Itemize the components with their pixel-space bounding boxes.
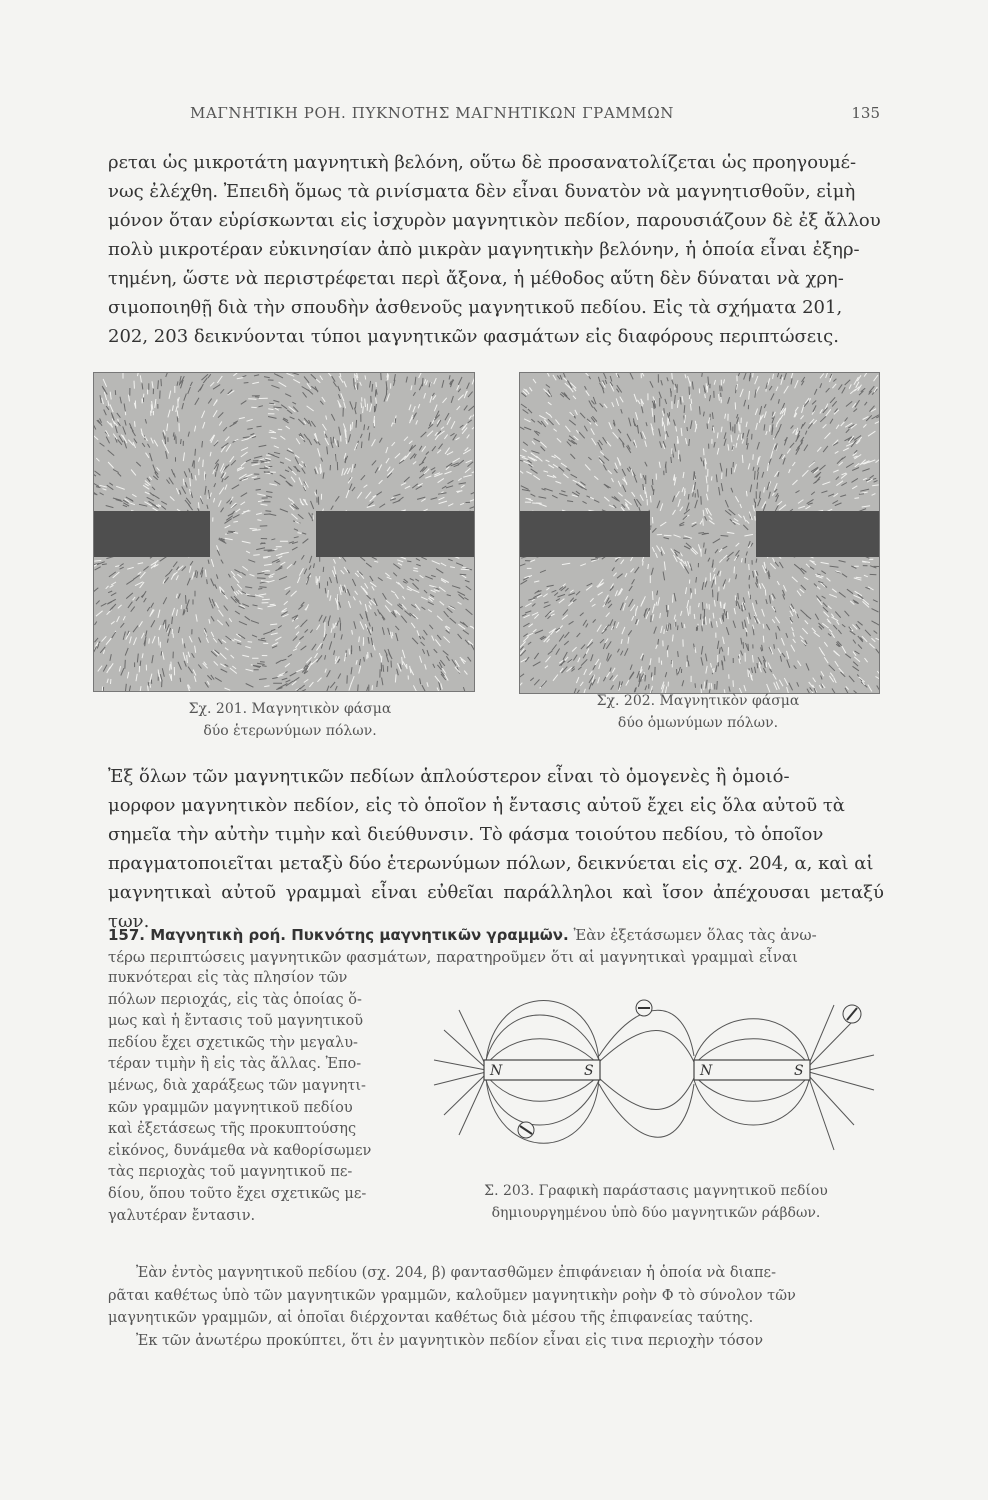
- compass-needle-icon: [843, 1005, 861, 1023]
- text-line: σημεῖα τὴν αὐτὴν τιμὴν καὶ διεύθυνσιν. Τὸ φάσμα τοιούτου πεδίου, τὸ ὁποῖον: [108, 824, 824, 845]
- text-line: 202, 203 δεικνύονται τύποι μαγνητικῶν φασμάτων εἰς διαφόρους περιπτώσεις.: [108, 326, 839, 347]
- pole-label-n1: N: [490, 1063, 503, 1079]
- text-line: Ἐκ τῶν ἀνωτέρω προκύπτει, ὅτι ἐν μαγνητικὸν πεδίον εἶναι εἰς τινα περιοχὴν τόσον: [136, 1332, 764, 1349]
- section-157-continued: [108, 1262, 898, 1352]
- paragraph-1: [108, 148, 884, 351]
- text-line: πυκνότεραι εἰς τὰς πλησίον τῶν: [108, 970, 348, 986]
- text-line: μως καὶ ἡ ἔντασις τοῦ μαγνητικοῦ: [108, 1013, 364, 1030]
- text-line: καὶ ἐξετάσεως τῆς προκυπτούσης: [108, 1121, 357, 1138]
- text-line: πόλων περιοχάς, εἰς τὰς ὁποίας ὅ-: [108, 991, 362, 1008]
- field-lines-drawing: [424, 990, 884, 1170]
- paragraph-2: [108, 762, 884, 936]
- text-line: πολὺ μικροτέραν εὐκινησίαν ἀπὸ μικρὰν μαγνητικὴν βελόνην, ἡ ὁποία εἶναι ἐξηρ-: [108, 239, 860, 260]
- section-first-line: [108, 924, 898, 946]
- text-line: μορφον μαγνητικὸν πεδίον, εἰς τὸ ὁποῖον ἡ ἔντασις αὐτοῦ ἔχει εἰς ὅλα αὐτοῦ τὰ: [108, 795, 845, 816]
- section-heading: 157. Μαγνητικὴ ροή. Πυκνότης μαγνητικῶν γραμμῶν.: [108, 926, 569, 944]
- text-line: Ἐξ ὅλων τῶν μαγνητικῶν πεδίων ἁπλούστερον εἶναι τὸ ὁμογενὲς ἢ ὁμοιό-: [108, 766, 790, 787]
- page-number: 135: [851, 104, 880, 122]
- caption-line: δημιουργημένου ὑπὸ δύο μαγνητικῶν ράβδων.: [491, 1205, 821, 1221]
- section-157: [108, 924, 898, 968]
- caption-line: Σχ. 202. Μαγνητικὸν φάσμα: [596, 693, 800, 709]
- compass-needle-icon: [518, 1122, 534, 1138]
- text-line: μαγνητικῶν γραμμῶν, αἱ ὁποῖαι διέρχονται καθέτως διὰ μέσου τῆς ἐπιφανείας ταύτης.: [108, 1310, 754, 1326]
- pole-label-n2: N: [700, 1063, 713, 1079]
- text-line: τέρω περιπτώσεις μαγνητικῶν φασμάτων, παρατηροῦμεν ὅτι αἱ μαγνητικαὶ γραμμαὶ εἶναι: [108, 948, 798, 966]
- text-line: εἰκόνος, δυνάμεθα νὰ καθορίσωμεν: [108, 1142, 372, 1159]
- text-line: μόνον ὅταν εὑρίσκωνται εἰς ἰσχυρὸν μαγνητικὸν πεδίον, παρουσιάζουν δὲ ἐξ ἄλλου: [108, 210, 881, 231]
- figure-201-caption: [160, 698, 420, 742]
- text-line: πεδίου ἔχει σχετικῶς τὴν μεγαλυ-: [108, 1034, 358, 1051]
- text-line: τημένη, ὥστε νὰ περιστρέφεται περὶ ἄξονα, ἡ μέθοδος αὕτη δὲν δύναται νὰ χρη-: [108, 268, 844, 289]
- caption-line: Σχ. 201. Μαγνητικὸν φάσμα: [188, 701, 392, 717]
- caption-line: δύο ὁμωνύμων πόλων.: [617, 715, 779, 731]
- running-header: [190, 104, 880, 128]
- text-line: ρᾶται καθέτως ὑπὸ τῶν μαγνητικῶν γραμμῶν, καλοῦμεν μαγνητικὴν ροὴν Φ τὸ σύνολον τῶν: [108, 1287, 796, 1304]
- section-157-narrow-column: [108, 968, 392, 1227]
- iron-filings-image: [520, 373, 879, 693]
- pole-label-s1: S: [584, 1063, 594, 1079]
- magnet-bar-right: [756, 511, 879, 557]
- text-line: τὰς περιοχὰς τοῦ μαγνητικοῦ πε-: [108, 1164, 353, 1181]
- caption-line: Σ. 203. Γραφικὴ παράστασις μαγνητικοῦ πεδίου: [484, 1183, 828, 1199]
- text-line: τέραν τιμὴν ἢ εἰς τὰς ἄλλας. Ἐπο-: [108, 1056, 362, 1073]
- text-span: Ἐὰν ἐξετάσωμεν ὅλας τὰς ἀνω-: [573, 926, 817, 944]
- text-line: μαγνητικαὶ αὐτοῦ γραμμαὶ εἶναι εὐθεῖαι παράλληλοι καὶ ἴσον ἀπέχουσαι μεταξύ των.: [108, 882, 884, 932]
- text-line: Ἐὰν ἐντὸς μαγνητικοῦ πεδίου (σχ. 204, β) φαντασθῶμεν ἐπιφάνειαν ἡ ὁποία νὰ διαπε-: [136, 1265, 776, 1281]
- figure-201-field-opposite-poles: [93, 372, 475, 692]
- figure-203-field-lines-diagram: [424, 990, 884, 1170]
- text-line: πραγματοποιεῖται μεταξὺ δύο ἑτερωνύμων πόλων, δεικνύεται εἰς σχ. 204, α, καὶ αἱ: [108, 853, 874, 874]
- iron-filings-image: [94, 373, 474, 691]
- text-line: κῶν γραμμῶν μαγνητικοῦ πεδίου: [108, 1099, 353, 1116]
- figure-202-field-like-poles: [519, 372, 880, 694]
- pole-label-s2: S: [794, 1063, 804, 1079]
- magnet-bar-left: [94, 511, 210, 557]
- text-line: σιμοποιηθῇ διὰ τὴν σπουδὴν ἀσθενοῦς μαγνητικοῦ πεδίου. Εἰς τὰ σχήματα 201,: [108, 297, 843, 318]
- header-title: ΜΑΓΝΗΤΙΚΗ ΡΟΗ. ΠΥΚΝΟΤΗΣ ΜΑΓΝΗΤΙΚΩΝ ΓΡΑΜΜΩΝ: [190, 104, 674, 122]
- caption-line: δύο ἑτερωνύμων πόλων.: [203, 723, 377, 739]
- text-line: νως ἐλέχθη. Ἐπειδὴ ὅμως τὰ ρινίσματα δὲν εἶναι δυνατὸν νὰ μαγνητισθοῦν, εἰμὴ: [108, 181, 856, 202]
- text-line: γαλυτέραν ἔντασιν.: [108, 1207, 256, 1224]
- text-line: μένως, διὰ χαράξεως τῶν μαγνητι-: [108, 1077, 366, 1094]
- compass-needle-icon: [636, 1000, 652, 1016]
- figure-202-caption: [548, 690, 848, 734]
- text-line: ρεται ὡς μικροτάτη μαγνητικὴ βελόνη, οὕτω δὲ προσανατολίζεται ὡς προηγουμέ-: [108, 152, 857, 173]
- figure-203-caption: [436, 1180, 876, 1224]
- magnet-bar-left: [520, 511, 650, 557]
- magnet-bar-right: [316, 511, 474, 557]
- text-line: δίου, ὅπου τοῦτο ἔχει σχετικῶς με-: [108, 1185, 367, 1202]
